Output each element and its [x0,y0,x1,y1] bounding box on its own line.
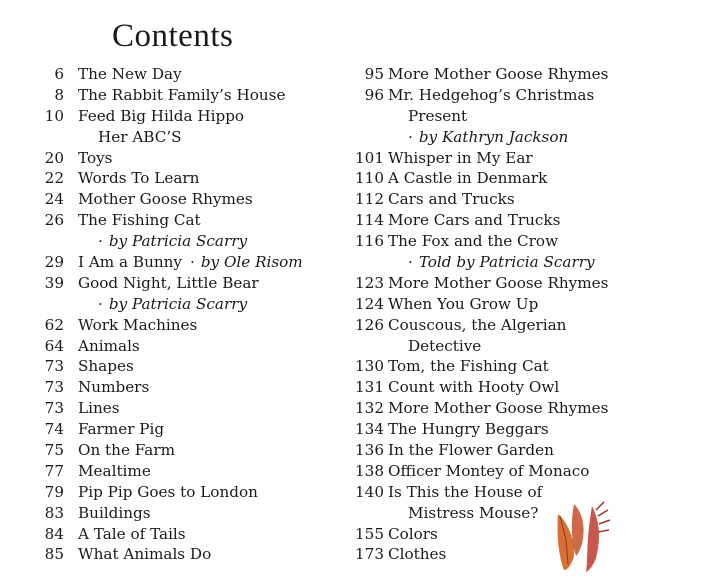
page-number: 79 [44,482,64,501]
entry-title [388,544,446,565]
page-number: 114 [355,211,384,230]
entry-title-text: On the Farm [78,441,175,460]
entry-title [78,398,120,419]
entry-title-text: Animals [78,336,140,355]
page-number: 112 [355,190,384,209]
page-number: 123 [355,273,384,292]
bullet-separator: · [98,294,103,313]
page-number: 155 [355,524,384,543]
entry-title-text: Count with Hooty Owl [388,378,560,397]
page-number: 138 [355,461,384,480]
author-name: by Patricia Scarry [108,294,248,313]
entry-author [388,127,568,148]
contents-column-left [30,64,350,565]
contents-entry [30,440,350,461]
contents-entry [30,482,350,503]
contents-entry [30,231,350,252]
page-title: Contents [112,18,234,54]
contents-entry [30,168,350,189]
entry-title-text: Officer Montey of Monaco [388,461,590,480]
entry-title-text: The Hungry Beggars [388,420,549,439]
entry-title [388,336,481,357]
page-number: 77 [44,461,64,480]
entry-title-text: The New Day [78,65,182,83]
entry-title-text: Clothes [388,545,447,564]
contents-entry [30,210,350,231]
page-number: 62 [44,315,64,334]
contents-entry [346,356,686,377]
entry-title [388,482,542,503]
bullet-separator: · [408,127,413,146]
entry-title [78,503,151,524]
contents-entry [346,273,686,294]
contents-entry [346,252,686,273]
entry-title [388,440,554,461]
entry-title-text: A Tale of Tails [78,524,186,543]
entry-title [388,231,558,252]
entry-title-text: More Mother Goose Rhymes [388,273,609,292]
page-number: 24 [44,190,64,209]
entry-title-text: The Rabbit Family’s House [78,85,286,104]
contents-entry [346,336,686,357]
entry-title-text: When You Grow Up [388,294,539,313]
page-number: 74 [44,420,64,439]
page-number: 26 [44,211,64,230]
contents-entry [346,524,686,545]
contents-entry [346,106,686,127]
contents-entry [346,461,686,482]
entry-title [78,544,211,565]
entry-title [78,482,258,503]
contents-entry [346,168,686,189]
entry-author [78,231,247,252]
entry-title-text: Feed Big Hilda Hippo [78,106,245,125]
entry-title [78,377,149,398]
entry-title-text: Words To Learn [78,169,200,188]
page-number: 131 [355,378,384,397]
page-number: 124 [355,294,384,313]
entry-author [78,294,247,315]
entry-title [388,148,533,169]
page-number: 116 [355,232,384,251]
entry-title [388,85,594,106]
entry-title [78,189,253,210]
entry-title-text: What Animals Do [78,545,212,564]
page-number: 83 [44,503,64,522]
contents-entry [30,315,350,336]
entry-title [388,168,547,189]
entry-title [388,189,515,210]
author-name: by Ole Risom [200,253,303,272]
entry-title [78,461,151,482]
entry-title [78,273,259,294]
entry-title [388,461,589,482]
contents-entry [346,231,686,252]
contents-entry [30,336,350,357]
author-name: Told by Patricia Scarry [418,253,595,272]
page-number: 75 [44,441,64,460]
entry-title [78,440,175,461]
contents-entry [30,85,350,106]
entry-title-text: Cars and Trucks [388,190,515,209]
page-number: 73 [44,378,64,397]
entry-title [388,106,467,127]
page-number: 140 [355,482,384,501]
bullet-separator: · [98,232,103,251]
entry-title [78,85,285,106]
page-number: 73 [44,357,64,376]
entry-title-text: More Mother Goose Rhymes [388,65,609,83]
author-name: by Patricia Scarry [108,232,248,251]
author-name: by Kathryn Jackson [418,127,569,146]
entry-title [78,252,303,273]
entry-title [78,315,197,336]
contents-entry [346,148,686,169]
contents-entry [30,544,350,565]
contents-entry [30,127,350,148]
entry-title [388,273,608,294]
contents-entry [30,356,350,377]
entry-title-text: A Castle in Denmark [388,169,548,188]
page-number: 101 [355,148,384,167]
contents-entry [346,419,686,440]
page-number: 136 [355,441,384,460]
entry-title-text: Couscous, the Algerian [388,315,567,334]
entry-title-text: Good Night, Little Bear [78,273,259,292]
entry-title-text: Mistress Mouse? [408,503,539,522]
contents-entry [30,398,350,419]
entry-title [78,168,199,189]
bullet-separator: · [408,253,413,272]
entry-title-text: Mealtime [78,461,151,480]
entry-title-text: Lines [78,399,120,418]
page-number: 10 [44,106,64,125]
page-number: 85 [44,545,64,564]
entry-title-text: Toys [78,148,113,167]
entry-title-text: The Fox and the Crow [388,232,559,251]
contents-entry [30,461,350,482]
entry-title-text: The Fishing Cat [78,211,201,230]
entry-title [78,127,182,148]
entry-title-text: I Am a Bunny [78,253,182,272]
contents-entry [30,419,350,440]
contents-entry [30,294,350,315]
entry-title-text: Is This the House of [388,482,543,501]
entry-title [78,524,186,545]
contents-entry [30,377,350,398]
entry-title-text: Numbers [78,378,150,397]
page-number: 8 [54,85,64,104]
contents-entry [30,524,350,545]
contents-entry [30,106,350,127]
entry-title [388,377,559,398]
contents-entry [346,210,686,231]
page-number: 134 [355,420,384,439]
entry-title [388,294,538,315]
entry-title [388,64,608,85]
contents-entry [346,85,686,106]
entry-title-text: Work Machines [78,315,198,334]
entry-title-text: Buildings [78,503,151,522]
entry-title [388,356,549,377]
contents-entry [30,252,350,273]
entry-title-text: Pip Pip Goes to London [78,482,258,501]
entry-title-text: Present [408,106,468,125]
page-number: 20 [44,148,64,167]
page-number: 29 [44,253,64,272]
page-number: 130 [355,357,384,376]
page-number: 132 [355,399,384,418]
page-number: 73 [44,399,64,418]
page-number: 126 [355,315,384,334]
page-number: 96 [364,85,384,104]
contents-entry [30,64,350,85]
entry-title-text: More Mother Goose Rhymes [388,399,609,418]
page-number: 6 [54,65,64,83]
entry-title [78,148,112,169]
entry-title-text: Shapes [78,357,134,376]
contents-entry [346,315,686,336]
page-number: 110 [355,169,384,188]
contents-entry [346,294,686,315]
contents-entry [30,189,350,210]
page-number: 173 [355,545,384,564]
contents-entry [30,148,350,169]
entry-author [388,252,595,273]
entry-title-text: More Cars and Trucks [388,211,561,230]
entry-title-text: In the Flower Garden [388,441,554,460]
contents-entry [346,544,686,565]
page-number: 84 [44,524,64,543]
entry-title [78,210,201,231]
contents-entry [346,64,686,85]
entry-title [388,524,438,545]
entry-title [388,419,549,440]
page-number: 39 [44,273,64,292]
entry-title [388,398,608,419]
contents-entry [346,127,686,148]
entry-title [388,210,560,231]
entry-title [388,503,538,524]
contents-entry [30,503,350,524]
contents-entry [346,482,686,503]
page-number: 22 [44,169,64,188]
contents-entry [346,503,686,524]
autumn-leaves-illustration [552,500,622,574]
contents-entry [346,189,686,210]
entry-title [78,64,182,85]
entry-title-text: Farmer Pig [78,420,165,439]
entry-title [388,315,566,336]
page-number: 95 [364,65,384,83]
contents-entry [346,377,686,398]
entry-title-text: Mother Goose Rhymes [78,190,253,209]
entry-title [78,419,164,440]
entry-title-text: Detective [408,336,482,355]
entry-title-text: Mr. Hedgehog’s Christmas [388,85,595,104]
contents-entry [30,273,350,294]
contents-column-right [346,64,686,565]
entry-title [78,106,244,127]
entry-title [78,356,134,377]
contents-entry [346,398,686,419]
page-number: 64 [44,336,64,355]
entry-title-text: Colors [388,524,438,543]
entry-title [78,336,140,357]
contents-entry [346,440,686,461]
entry-title-text: Tom, the Fishing Cat [388,357,549,376]
entry-title-text: Whisper in My Ear [388,148,533,167]
entry-title-text: Her ABC’S [98,127,182,146]
bullet-separator: · [190,253,195,272]
